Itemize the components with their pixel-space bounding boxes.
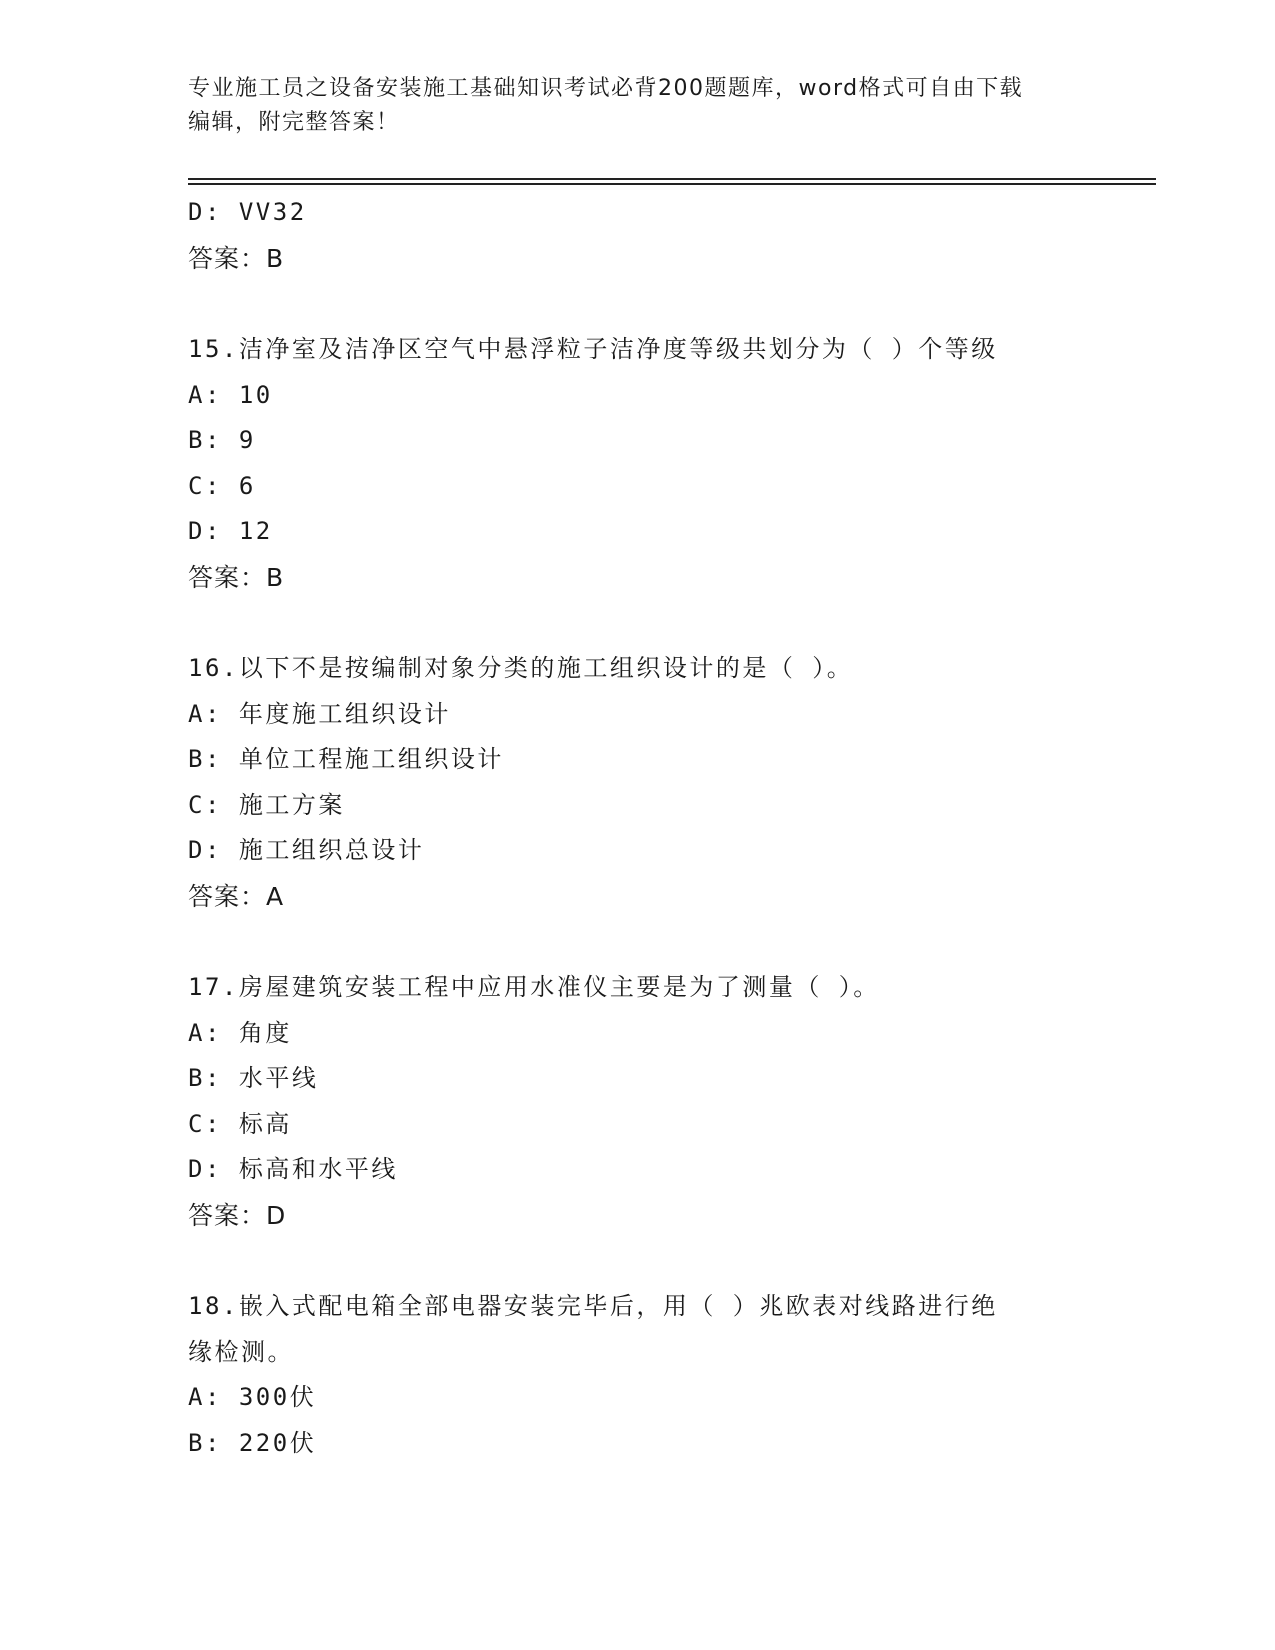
- answer: 答案：B: [188, 562, 285, 592]
- prev-answer: 答案：B: [188, 243, 285, 273]
- header-line-2: 编辑，附完整答案！: [188, 110, 400, 135]
- question-stem-line-2: 缘检测。: [188, 1337, 294, 1366]
- header-divider-top: [188, 178, 1156, 180]
- option-c: C: 6: [188, 471, 256, 500]
- option-a: A: 10: [188, 380, 273, 409]
- option-d: D: 标高和水平线: [188, 1155, 398, 1183]
- question-17: [188, 965, 1148, 1238]
- question-list: [188, 190, 1148, 1466]
- question-stem: 17.房屋建筑安装工程中应用水准仪主要是为了测量（ ）。: [188, 973, 880, 1001]
- option-b: B: 220伏: [188, 1428, 317, 1457]
- option-d: D: 施工组织总设计: [188, 836, 425, 864]
- header-divider-bottom: [188, 183, 1156, 185]
- option-d: D: 12: [188, 517, 273, 545]
- question-stem: 16.以下不是按编制对象分类的施工组织设计的是（ ）。: [188, 654, 854, 682]
- option-a: A: 角度: [188, 1018, 292, 1047]
- question-18: [188, 1284, 1148, 1466]
- option-c: C: 施工方案: [188, 790, 345, 819]
- header-line-1: 专业施工员之设备安装施工基础知识考试必背200题题库，word格式可自由下载: [188, 76, 1024, 101]
- question-stem-line-1: 18.嵌入式配电箱全部电器安装完毕后，用（ ）兆欧表对线路进行绝: [188, 1292, 998, 1320]
- option-b: B: 单位工程施工组织设计: [188, 745, 504, 773]
- answer: 答案：A: [188, 881, 285, 911]
- question-stem: 15.洁净室及洁净区空气中悬浮粒子洁净度等级共划分为（ ）个等级: [188, 335, 998, 363]
- question-16: [188, 646, 1148, 919]
- document-header: [188, 72, 1088, 140]
- option-a: A: 300伏: [188, 1383, 317, 1411]
- option-a: A: 年度施工组织设计: [188, 699, 451, 728]
- option-b: B: 水平线: [188, 1064, 319, 1092]
- question-15: [188, 327, 1148, 600]
- option-c: C: 标高: [188, 1109, 292, 1138]
- answer: 答案：D: [188, 1200, 287, 1230]
- prev-option-d: D: VV32: [188, 198, 307, 226]
- option-b: B: 9: [188, 426, 256, 454]
